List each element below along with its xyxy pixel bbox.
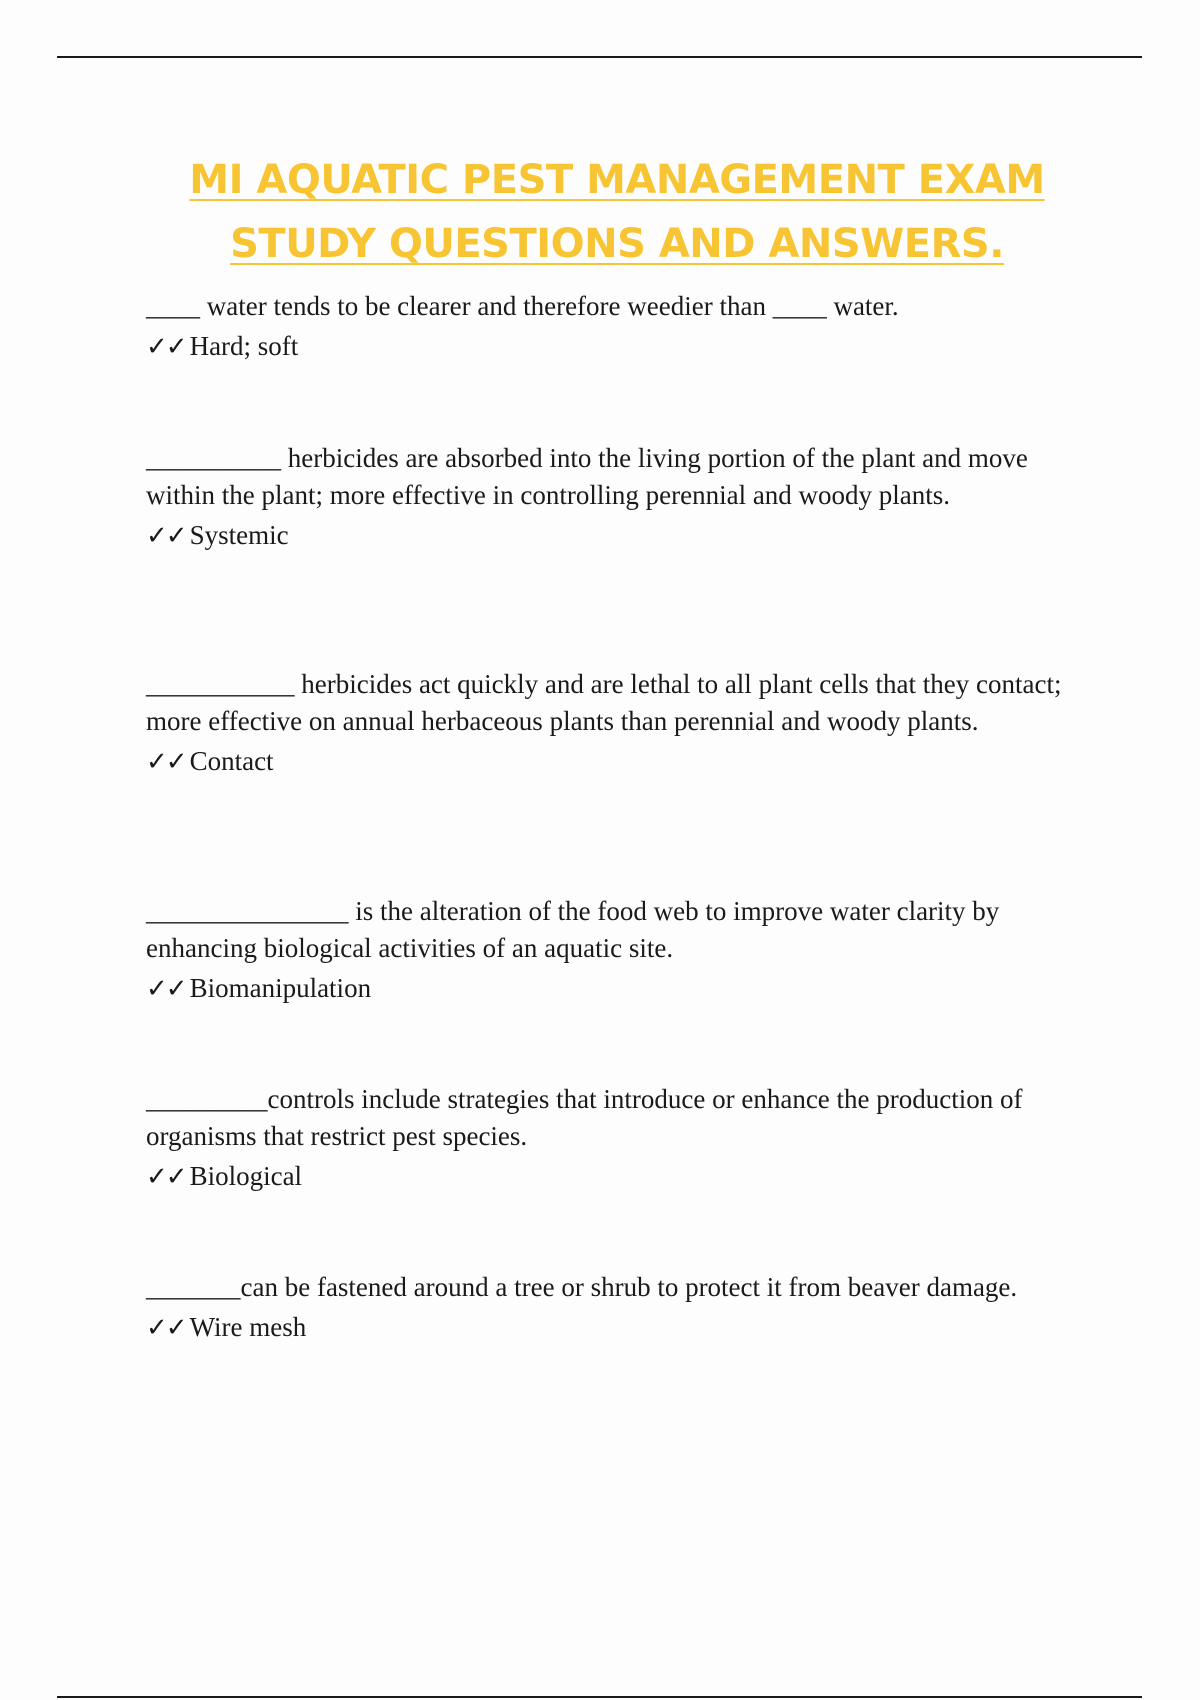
question-text: _______________ is the alteration of the food web to improve water clarity by enhancing biological activities of an aquatic site. [146,896,1000,963]
answer-row [146,328,1076,366]
document-title [0,148,1200,276]
qa-item-1 [146,288,1076,366]
qa-item-5 [146,1081,1076,1196]
answer-row [146,1158,1076,1196]
title-line-1: MI AQUATIC PEST MANAGEMENT EXAM [189,157,1045,203]
double-check-icon: ✓✓ [146,974,186,1004]
question-text: _________controls include strategies that introduce or enhance the production of organisms that restrict pest species. [146,1084,1023,1151]
double-check-icon: ✓✓ [146,1313,186,1343]
title-line-2: STUDY QUESTIONS AND ANSWERS. [230,221,1004,267]
double-check-icon: ✓✓ [146,332,186,362]
answer-text: Wire mesh [189,1312,307,1342]
qa-item-3 [146,666,1076,781]
answer-row [146,1309,1076,1347]
answer-text: Hard; soft [189,331,299,361]
bottom-rule [57,1696,1142,1698]
answer-row [146,743,1076,781]
double-check-icon: ✓✓ [146,521,186,551]
question-text: ___________ herbicides act quickly and are lethal to all plant cells that they contact; more effective on annual herbaceous plants than perennial and woody plants. [146,669,1062,736]
qa-item-2 [146,440,1076,555]
question-text: ____ water tends to be clearer and therefore weedier than ____ water. [146,291,899,321]
answer-text: Biomanipulation [189,973,372,1003]
answer-row [146,517,1076,555]
answer-text: Biological [189,1161,303,1191]
qa-item-4 [146,893,1076,1008]
answer-row [146,970,1076,1008]
qa-item-6 [146,1269,1076,1347]
question-text: _______can be fastened around a tree or shrub to protect it from beaver damage. [146,1272,1018,1302]
answer-text: Contact [189,746,274,776]
question-text: __________ herbicides are absorbed into the living portion of the plant and move within the plant; more effective in controlling perennial and woody plants. [146,443,1028,510]
top-rule [57,56,1142,58]
double-check-icon: ✓✓ [146,747,186,777]
double-check-icon: ✓✓ [146,1162,186,1192]
answer-text: Systemic [189,520,289,550]
